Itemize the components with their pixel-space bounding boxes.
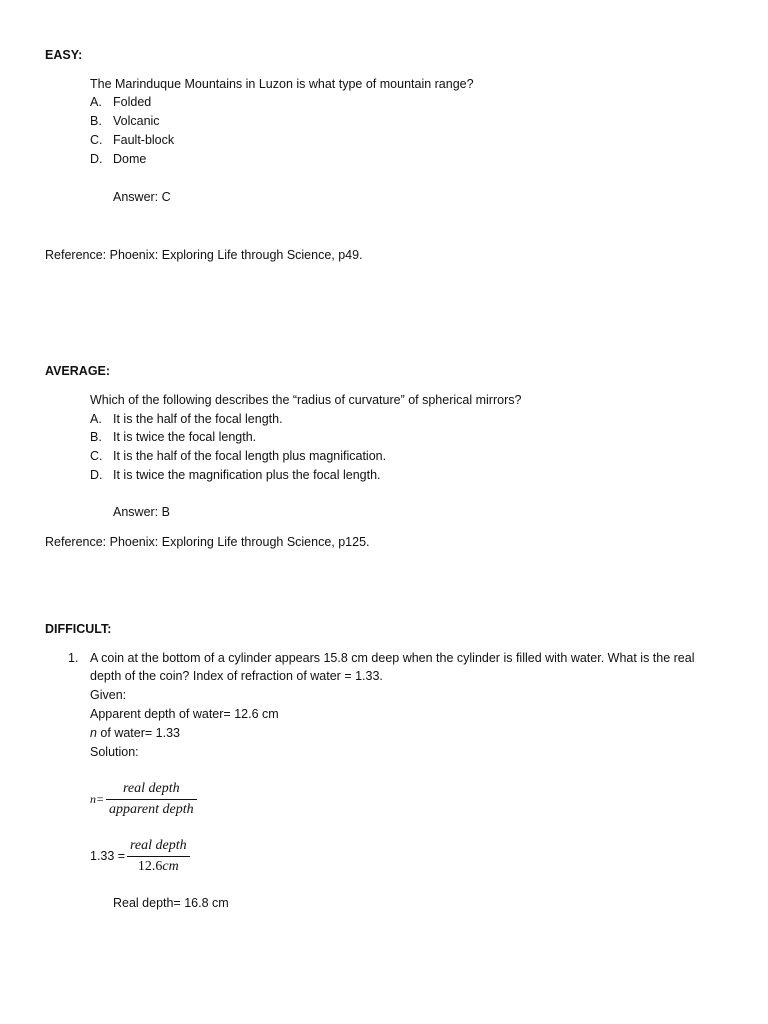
result-line: Real depth= 16.8 cm (113, 896, 229, 910)
average-heading: AVERAGE: (45, 364, 111, 378)
formula1-denominator: apparent depth (106, 799, 197, 818)
formula2-numerator: real depth (130, 838, 187, 853)
given-apparent-depth: Apparent depth of water= 12.6 cm (90, 707, 279, 721)
difficult-heading: DIFFICULT: (45, 622, 112, 636)
average-option-c (0, 449, 500, 467)
easy-option-d (0, 152, 400, 170)
option-letter: A. (90, 412, 102, 426)
formula2-lhs: 1.33 = (90, 849, 126, 863)
item-number: 1. (68, 651, 79, 665)
formula2-denominator (127, 856, 190, 875)
difficult-question-line2: depth of the coin? Index of refraction of water = 1.33. (90, 669, 383, 683)
given-index-rest: of water= 1.33 (96, 726, 180, 740)
option-text: It is the half of the focal length. (113, 412, 283, 426)
option-letter: D. (90, 152, 103, 166)
option-letter: B. (90, 430, 102, 444)
option-text: Dome (113, 152, 147, 166)
option-letter: D. (90, 468, 103, 482)
denominator-unit: cm (162, 859, 179, 874)
option-text: It is twice the magnification plus the focal length. (113, 468, 381, 482)
formula1-lhs: n= (90, 792, 105, 806)
average-option-a (0, 412, 500, 430)
average-option-b (0, 430, 500, 448)
easy-heading: EASY: (45, 48, 83, 62)
average-reference: Reference: Phoenix: Exploring Life through Science, p125. (45, 535, 370, 549)
denominator-value: 12.6 (137, 859, 163, 874)
easy-question: The Marinduque Mountains in Luzon is what type of mountain range? (90, 77, 474, 91)
option-text: Volcanic (113, 114, 160, 128)
easy-option-a (0, 95, 400, 113)
formula1-numerator: real depth (123, 781, 180, 796)
easy-answer: Answer: C (113, 190, 171, 204)
given-index (90, 726, 180, 740)
n-symbol: n (90, 726, 97, 740)
option-text: Fault-block (113, 133, 175, 147)
option-letter: C. (90, 449, 103, 463)
option-text: It is the half of the focal length plus magnification. (113, 449, 387, 463)
option-letter: B. (90, 114, 102, 128)
option-letter: A. (90, 95, 102, 109)
easy-option-b (0, 114, 400, 132)
easy-option-c (0, 133, 400, 151)
option-letter: C. (90, 133, 103, 147)
average-question: Which of the following describes the “radius of curvature” of spherical mirrors? (90, 393, 522, 407)
average-answer: Answer: B (113, 505, 170, 519)
option-text: Folded (113, 95, 152, 109)
formula2-fraction (127, 838, 190, 875)
solution-label: Solution: (90, 745, 139, 759)
easy-reference: Reference: Phoenix: Exploring Life through Science, p49. (45, 248, 363, 262)
formula1-fraction (106, 781, 197, 818)
given-label: Given: (90, 688, 127, 702)
difficult-question-line1: A coin at the bottom of a cylinder appears 15.8 cm deep when the cylinder is filled with water. What is the real (90, 651, 695, 665)
option-text: It is twice the focal length. (113, 430, 257, 444)
average-option-d (0, 468, 500, 486)
